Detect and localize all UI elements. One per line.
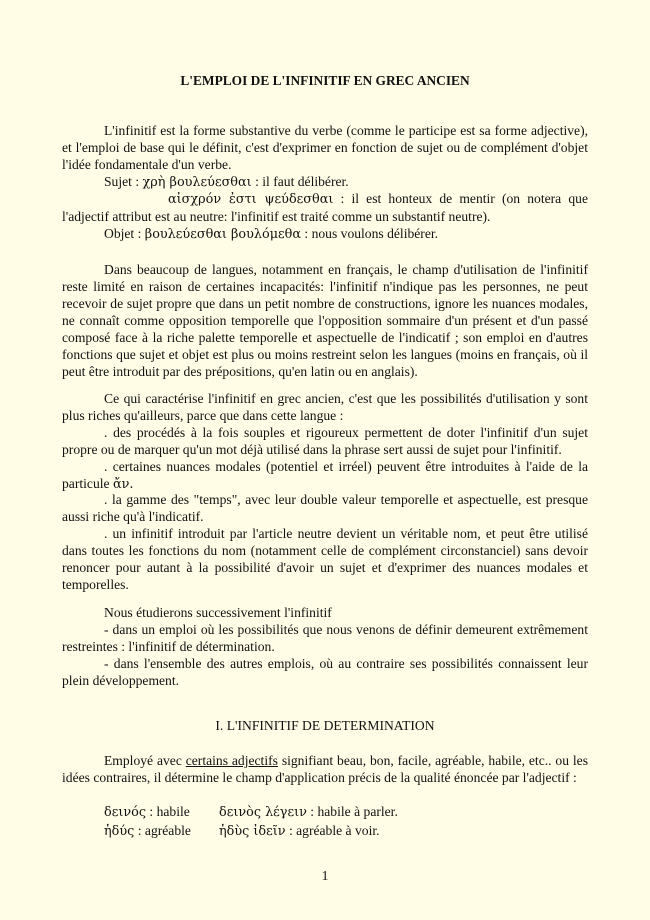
paragraph-greek-richness: Ce qui caractérise l'infinitif en grec ancien, c'est que les possibilités d'utilisation y sont plus riches qu'ailleurs, parce que dans cette langue : [62, 391, 588, 423]
section-title: I. L'INFINITIF DE DETERMINATION [215, 718, 435, 733]
study-intro: Nous étudierons successivement l'infinitif [104, 605, 332, 620]
underlined-phrase: certains adjectifs [185, 753, 278, 768]
translation: : agréable à voir. [288, 823, 380, 838]
example-row [104, 803, 190, 821]
greek-phrase: χρὴ βουλεύεσθαι [142, 175, 252, 190]
study-item-2: - dans l'ensemble des autres emplois, où au contraire ses possibilités connaissent leur plein développement. [62, 656, 588, 688]
example-subject-2 [62, 190, 588, 225]
intro-paragraph: L'infinitif est la forme substantive du verbe (comme le participe est sa forme adjective), et l'emploi de base qui le définit, c'est d'exprimer en fonction de sujet ou de complément d'objet l'idée fondamentale d'un verbe. [62, 123, 588, 172]
page-number: 1 [321, 868, 329, 883]
greek-phrase: βουλεύεσθαι βουλόμεθα [144, 227, 301, 242]
greek-adjective: ἡδύς [104, 824, 135, 839]
bullet-tenses: . la gamme des "temps", avec leur double valeur temporelle et aspectuelle, est presque aussi riche qu'à l'indicatif. [62, 492, 588, 524]
example-row-phrase [219, 822, 380, 840]
translation: : agréable [137, 823, 191, 838]
example-label: Objet : [104, 226, 142, 241]
greek-phrase: αἰσχρόν ἐστι ψεύδεσθαι [168, 192, 334, 207]
document-title: L'EMPLOI DE L'INFINITIF EN GREC ANCIEN [180, 73, 470, 88]
bullet-modal [62, 458, 588, 493]
example-label: Sujet : [104, 174, 140, 189]
greek-phrase: ἡδὺς ἰδεῖν [219, 824, 286, 839]
paragraph-text: Employé avec [104, 753, 186, 768]
example-subject-line [104, 173, 349, 191]
translation: : nous voulons délibérer. [304, 226, 439, 241]
example-row [104, 822, 191, 840]
greek-adjective: δεινός [104, 805, 147, 820]
section-paragraph [62, 752, 588, 786]
example-row-phrase [219, 803, 398, 821]
translation: : il faut délibérer. [255, 174, 349, 189]
bullet-article: . un infinitif introduit par l'article neutre devient un véritable nom, et peut être utilisé dans toutes les fonctions du nom (notamment celle de complément circonstanciel) sans devoir renoncer pour autant à la possibilité d'avoir un sujet et d'exprimer des nuances modales et temporelles. [62, 526, 588, 592]
study-item-1: - dans un emploi où les possibilités que nous venons de définir demeurent extrêmement restreintes : l'infinitif de détermination. [62, 622, 588, 654]
example-object-line [104, 225, 438, 243]
paragraph-languages: Dans beaucoup de langues, notamment en français, le champ d'utilisation de l'infinitif reste limité en raison de certaines incapacités: l'infinitif n'indique pas les personnes, ne peut recevoir de sujet propre que dans un petit nombre de constructions, ignore les nuances modales, ne connaît comme opposition temporelle que l'opposition sommaire d'un présent et d'un passé composé face à la riche palette temporelle et aspectuelle de l'indicatif ; son emploi en d'autres fonctions que sujet et objet est plus ou moins restreint selon les langues (moins en français, où il peut être introduit par des prépositions, qu'en latin ou en anglais). [62, 262, 588, 379]
bullet-text: . certaines nuances modales (potentiel et irréel) peuvent être introduites à l'aide de la particule [62, 459, 588, 491]
greek-phrase: δεινὸς λέγειν [219, 805, 307, 820]
translation: : habile [149, 804, 190, 819]
translation: : habile à parler. [310, 804, 398, 819]
bullet-subject: . des procédés à la fois souples et rigoureux permettent de doter l'infinitif d'un sujet propre ou de marquer qu'un mot déjà utilisé dans la phrase sert aussi de sujet pour l'infinitif. [62, 425, 588, 457]
paragraph-text: signifiant beau, bon, facile, agréable, habile, etc.. ou les idées contraires, il détermine le champ d'application précis de la qualité énoncée par l'adjectif : [62, 753, 588, 785]
greek-particle: ἄν. [112, 477, 134, 492]
translation: : il est honteux de mentir (on notera que l'adjectif attribut est au neutre: l'infinitif est traité comme un substantif neutre). [62, 191, 588, 224]
